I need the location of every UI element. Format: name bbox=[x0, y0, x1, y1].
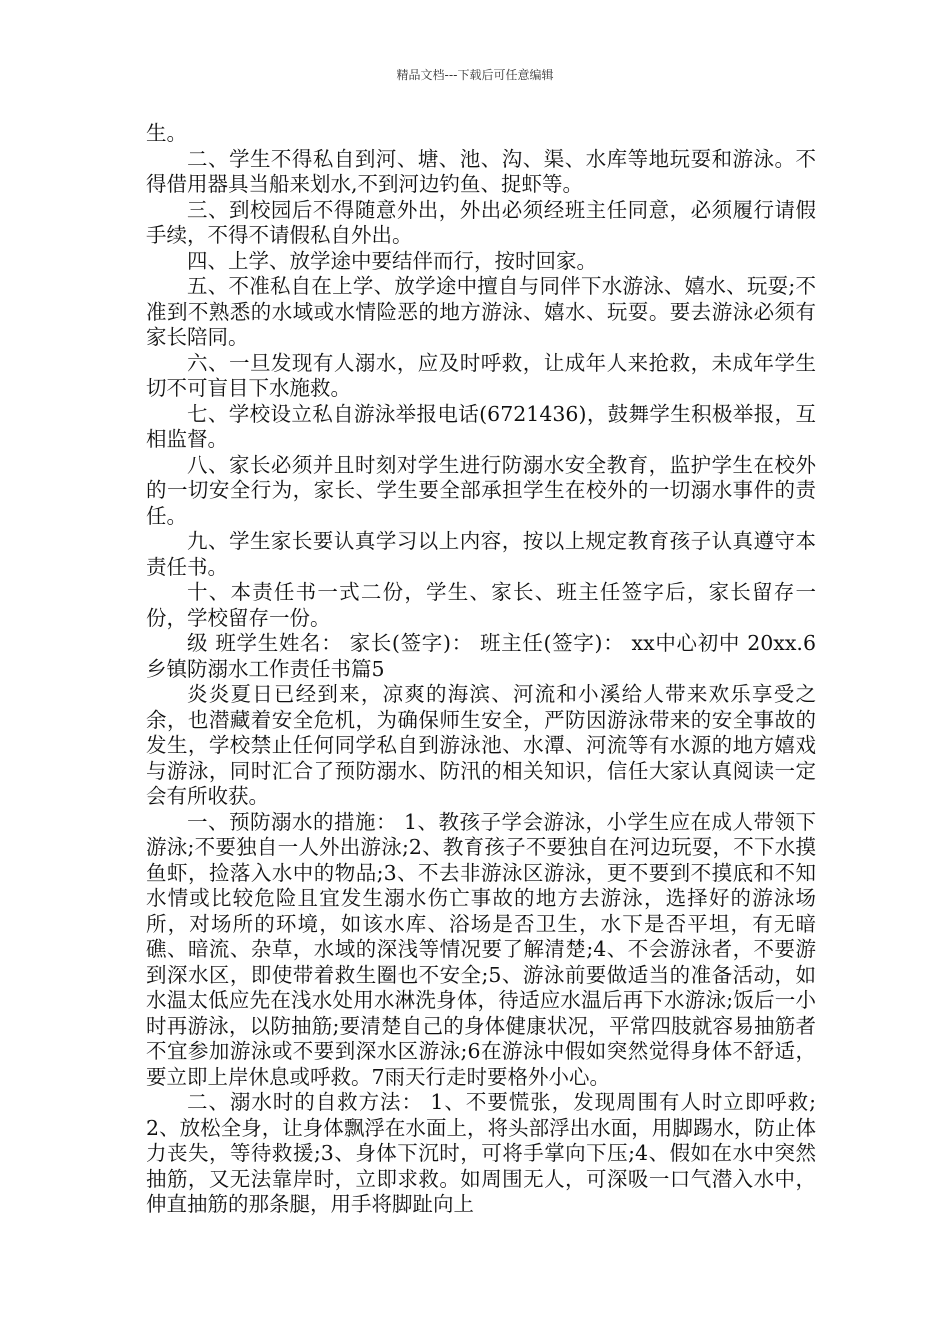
paragraph-rule-8: 八、家长必须并且时刻对学生进行防溺水安全教育，监护学生在校外的一切安全行为，家长、学生要全部承担学生在校外的一切溺水事件的责任。 bbox=[146, 452, 816, 528]
paragraph-continuation: 生。 bbox=[146, 121, 187, 145]
paragraph-rule-2: 二、学生不得私自到河、塘、池、沟、渠、水库等地玩耍和游泳。不得借用器具当船来划水,不到河边钓鱼、捉虾等。 bbox=[146, 146, 816, 196]
paragraph-rule-6: 六、一旦发现有人溺水，应及时呼救，让成年人来抢救，未成年学生切不可盲目下水施救。 bbox=[146, 350, 816, 400]
paragraph-rule-9: 九、学生家长要认真学习以上内容，按以上规定教育孩子认真遵守本责任书。 bbox=[146, 529, 816, 579]
paragraph-rule-10: 十、本责任书一式二份，学生、家长、班主任签字后，家长留存一份，学校留存一份。 bbox=[146, 580, 816, 630]
signature-line: 级 班学生姓名： 家长(签字)： 班主任(签字)： xx中心初中 20xx.6 乡镇防溺水工作责任书篇5 bbox=[146, 631, 816, 681]
paragraph-intro: 炎炎夏日已经到来，凉爽的海滨、河流和小溪给人带来欢乐享受之余，也潜藏着安全危机，为确保师生安全，严防因游泳带来的安全事故的发生，学校禁止任何同学私自到游泳池、水潭、河流等有水源的地方嬉戏与游泳，同时汇合了预防溺水、防汛的相关知识，信任大家认真阅读一定会有所收获。 bbox=[146, 682, 816, 808]
paragraph-rule-5: 五、不准私自在上学、放学途中擅自与同伴下水游泳、嬉水、玩耍;不准到不熟悉的水域或水情险恶的地方游泳、嬉水、玩耍。要去游泳必须有家长陪同。 bbox=[146, 274, 816, 349]
page-header-watermark: 精品文档---下载后可任意编辑 bbox=[396, 68, 554, 82]
paragraph-self-rescue: 二、溺水时的自救方法： 1、不要慌张，发现周围有人时立即呼救; 2、放松全身，让身体飘浮在水面上，将头部浮出水面，用脚踢水，防止体力丧失，等待救援;3、身体下沉时，可将手掌向下压;4、假如在水中突然抽筋，又无法靠岸时，立即求救。如周围无人，可深吸一口气潜入水中，伸直抽筋的那条腿，用手将脚趾向上 bbox=[146, 1090, 816, 1216]
paragraph-rule-3: 三、到校园后不得随意外出，外出必须经班主任同意，必须履行请假手续，不得不请假私自外出。 bbox=[146, 197, 816, 247]
paragraph-rule-7: 七、学校设立私自游泳举报电话(6721436)，鼓舞学生积极举报，互相监督。 bbox=[146, 401, 816, 451]
paragraph-rule-4: 四、上学、放学途中要结伴而行，按时回家。 bbox=[187, 248, 597, 273]
document-body bbox=[146, 121, 816, 1218]
paragraph-prevention-measures: 一、预防溺水的措施： 1、教孩子学会游泳，小学生应在成人带领下游泳;不要独自一人外出游泳;2、教育孩子不要独自在河边玩耍，不下水摸鱼虾，捡落入水中的物品;3、不去非游泳区游泳，更不要到不摸底和不知水情或比较危险且宜发生溺水伤亡事故的地方去游泳，选择好的游泳场所，对场所的环境，如该水库、浴场是否卫生，水下是否平坦，有无暗礁、暗流、杂草，水域的深浅等情况要了解清楚;4、不会游泳者，不要游到深水区，即使带着救生圈也不安全;5、游泳前要做适当的准备活动，如水温太低应先在浅水处用水淋洗身体，待适应水温后再下水游泳;饭后一小时再游泳，以防抽筋;要清楚自己的身体健康状况，平常四肢就容易抽筋者不宜参加游泳或不要到深水区游泳;6在游泳中假如突然觉得身体不舒适，要立即上岸休息或呼救。7雨天行走时要格外小心。 bbox=[146, 809, 816, 1089]
